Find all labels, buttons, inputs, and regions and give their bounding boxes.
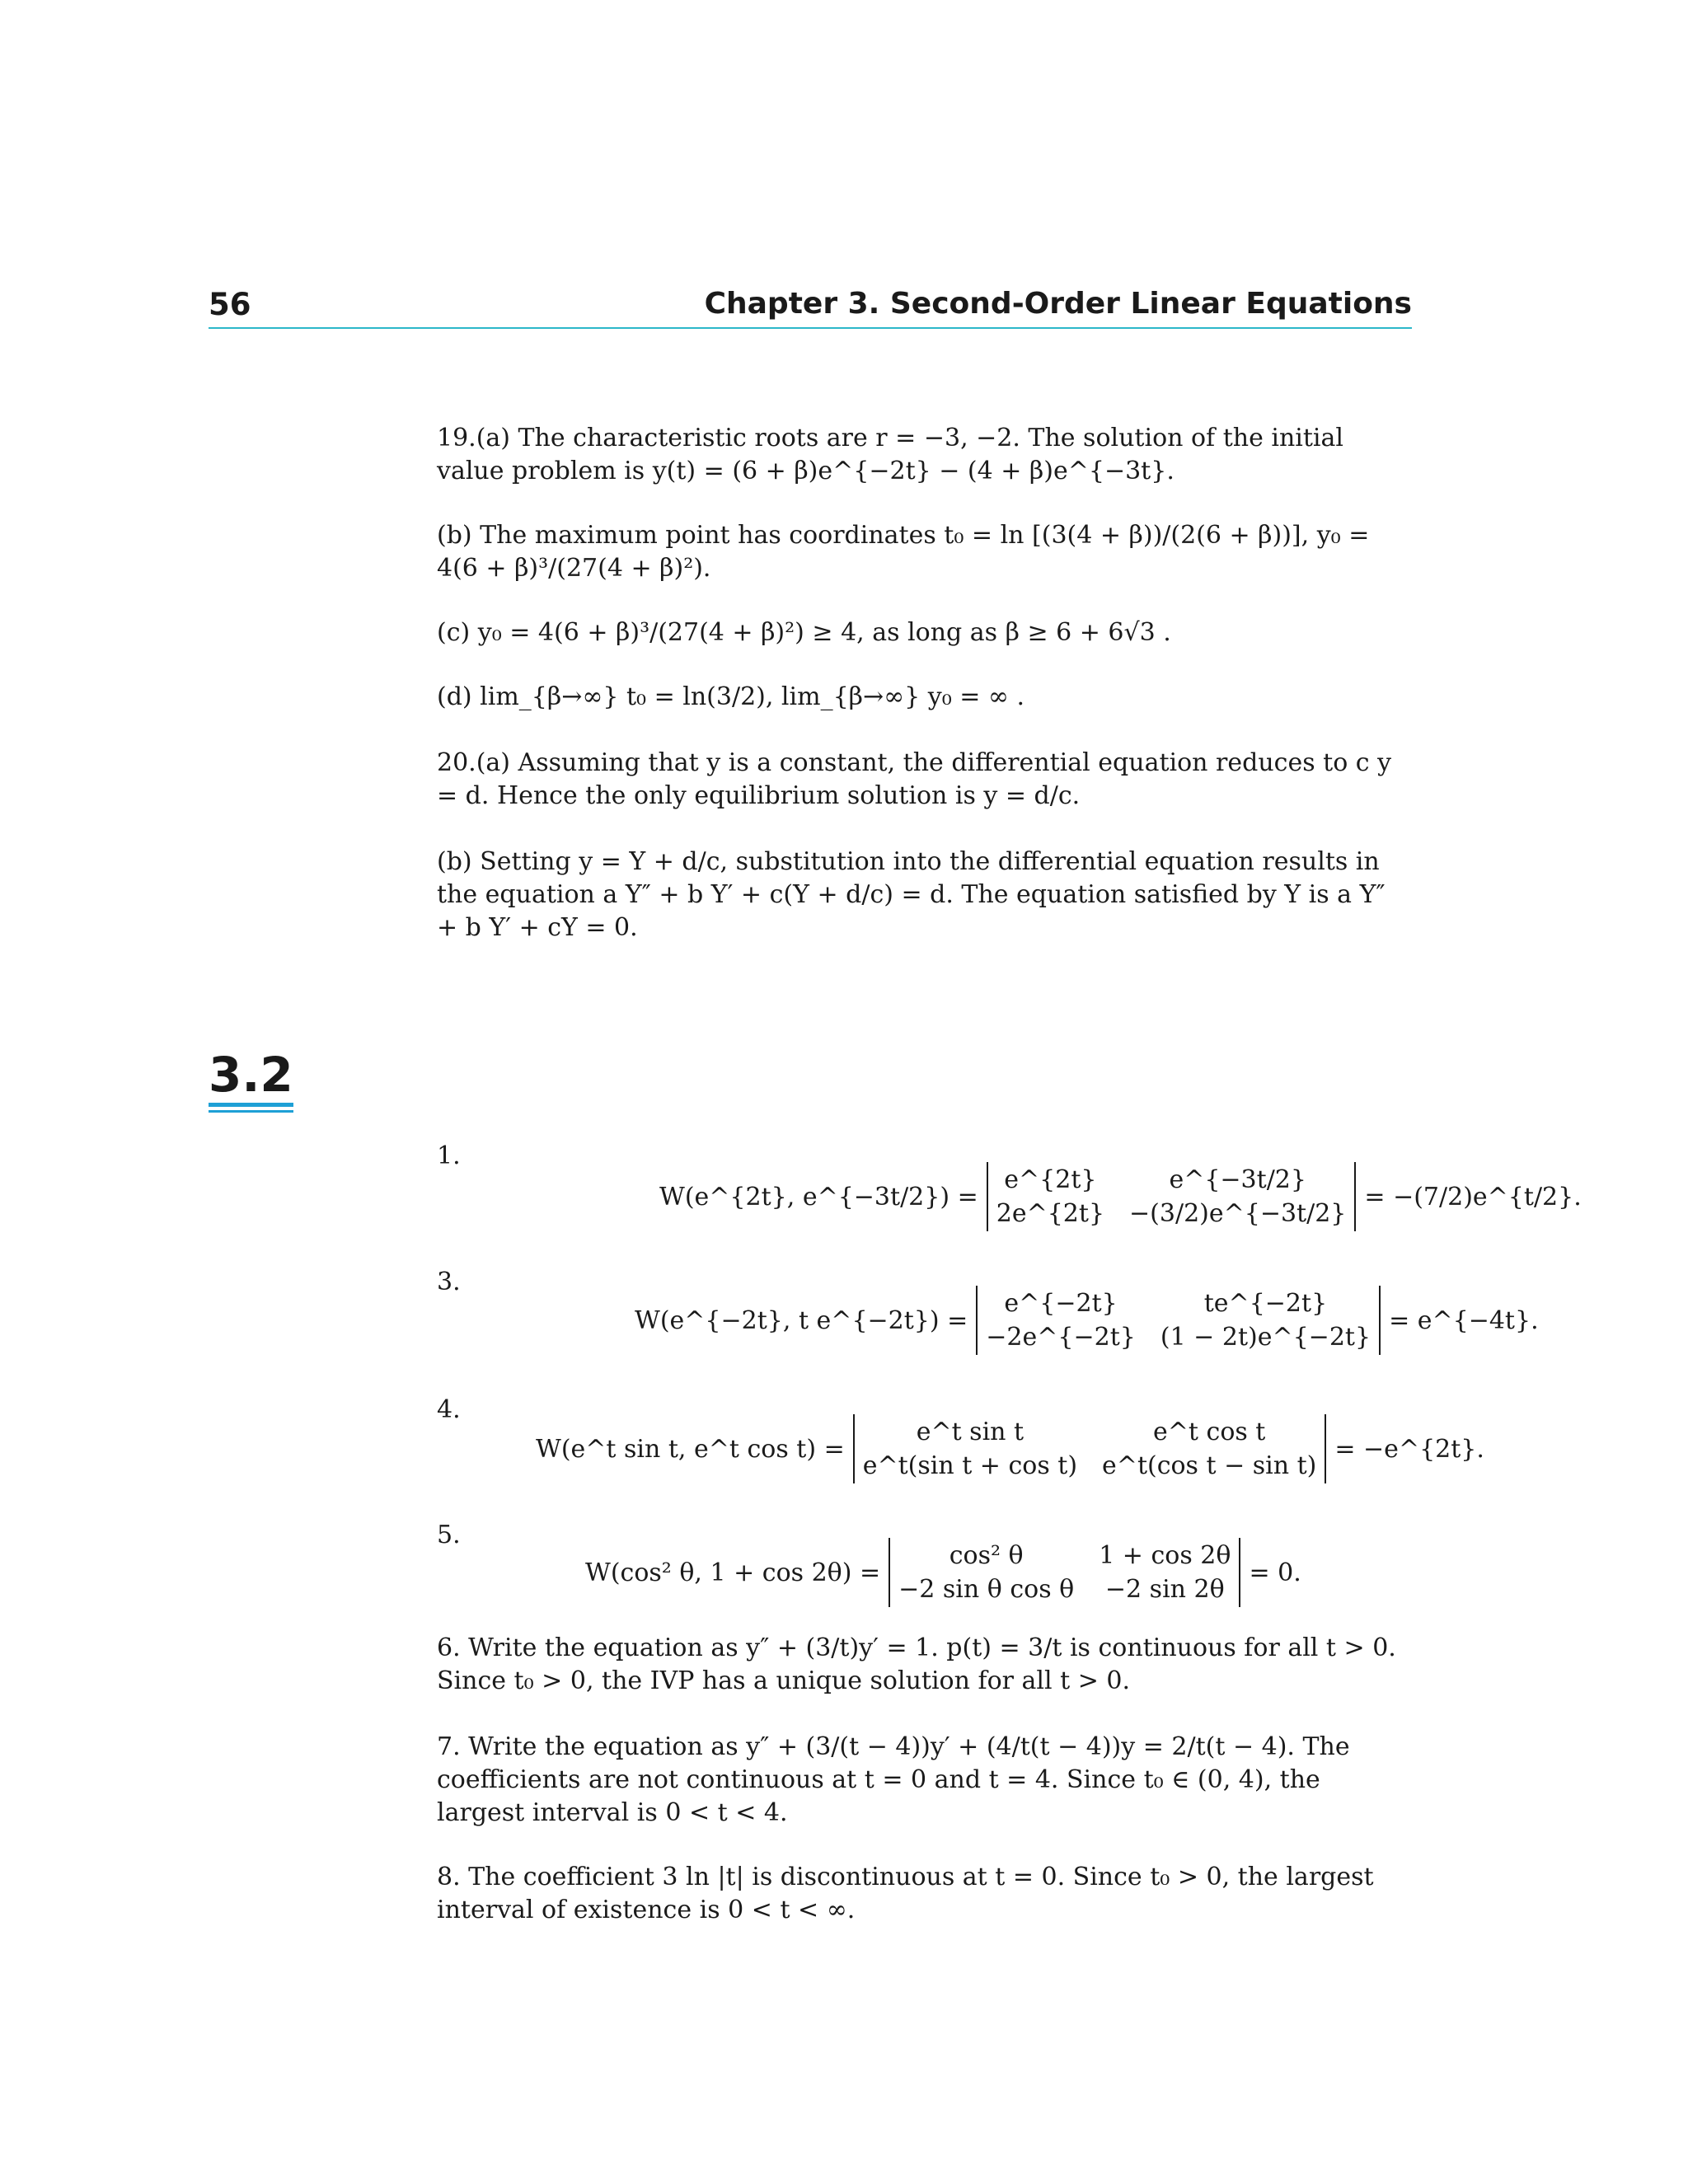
item-number-4: 4. bbox=[437, 1395, 461, 1424]
eq4-rhs: = −e^{2t}. bbox=[1334, 1434, 1484, 1464]
wronskian-4 bbox=[536, 1414, 1484, 1483]
wronskian-5 bbox=[585, 1538, 1301, 1607]
eq4-b: e^t cos t bbox=[1153, 1418, 1266, 1446]
eq5-rhs: = 0. bbox=[1249, 1558, 1301, 1587]
eq5-a: cos² θ bbox=[949, 1541, 1024, 1570]
eq5-determinant bbox=[889, 1538, 1240, 1607]
eq4-d: e^t(cos t − sin t) bbox=[1102, 1451, 1317, 1480]
wronskian-3 bbox=[635, 1286, 1539, 1355]
eq1-b: e^{−3t/2} bbox=[1169, 1165, 1306, 1194]
eq1-determinant bbox=[987, 1162, 1357, 1231]
eq3-b: te^{−2t} bbox=[1203, 1289, 1328, 1318]
problem-20b: (b) Setting y = Y + d/c, substitution into the differential equation results in the equation a Y″ + b Y′ + c(Y + d/c) = d. The equation satisfied by Y is a Y″ + b Y′ + cY = 0. bbox=[437, 847, 1386, 942]
item-number-1: 1. bbox=[437, 1141, 461, 1170]
item-number-5: 5. bbox=[437, 1521, 461, 1549]
problem-19b: (b) The maximum point has coordinates t₀ = ln [(3(4 + β))/(2(6 + β))], y₀ = 4(6 + β)³/(27(4 + β)²). bbox=[437, 521, 1370, 583]
eq4-a: e^t sin t bbox=[916, 1418, 1025, 1446]
eq3-a: e^{−2t} bbox=[1004, 1289, 1118, 1318]
eq3-c: −2e^{−2t} bbox=[986, 1323, 1136, 1352]
eq4-c: e^t(sin t + cos t) bbox=[862, 1451, 1078, 1480]
problem-20a: 20.(a) Assuming that y is a constant, the differential equation reduces to c y = d. Hence the only equilibrium solution is y = d/c. bbox=[437, 748, 1392, 810]
page-number: 56 bbox=[209, 287, 251, 322]
eq3-lhs: W(e^{−2t}, t e^{−2t}) = bbox=[635, 1305, 968, 1335]
eq4-determinant bbox=[853, 1414, 1327, 1483]
eq3-determinant bbox=[976, 1286, 1381, 1355]
wronskian-1 bbox=[659, 1162, 1582, 1231]
problem-19d: (d) lim_{β→∞} t₀ = ln(3/2), lim_{β→∞} y₀ = ∞ . bbox=[437, 682, 1025, 711]
problem-19a: 19.(a) The characteristic roots are r = −3, −2. The solution of the initial value problem is y(t) = (6 + β)e^{−2t} − (4 + β)e^{−3t}. bbox=[437, 424, 1344, 485]
section-number: 3.2 bbox=[209, 1047, 293, 1103]
problem-6: 6. Write the equation as y″ + (3/t)y′ = 1. p(t) = 3/t is continuous for all t > 0. Since t₀ > 0, the IVP has a unique solution for all t > 0. bbox=[437, 1633, 1396, 1695]
header-rule bbox=[209, 327, 1412, 329]
eq3-rhs: = e^{−4t}. bbox=[1389, 1305, 1539, 1335]
problem-8: 8. The coefficient 3 ln |t| is discontinuous at t = 0. Since t₀ > 0, the largest interval of existence is 0 < t < ∞. bbox=[437, 1863, 1374, 1924]
section-underline-2 bbox=[209, 1110, 293, 1113]
eq1-c: 2e^{2t} bbox=[996, 1199, 1105, 1228]
chapter-title: Chapter 3. Second-Order Linear Equations bbox=[704, 287, 1412, 321]
eq4-lhs: W(e^t sin t, e^t cos t) = bbox=[536, 1434, 845, 1464]
eq5-c: −2 sin θ cos θ bbox=[898, 1575, 1075, 1604]
section-underline bbox=[209, 1103, 293, 1107]
eq1-rhs: = −(7/2)e^{t/2}. bbox=[1364, 1182, 1582, 1212]
eq1-d: −(3/2)e^{−3t/2} bbox=[1129, 1199, 1347, 1228]
problem-19c: (c) y₀ = 4(6 + β)³/(27(4 + β)²) ≥ 4, as long as β ≥ 6 + 6√3 . bbox=[437, 618, 1171, 647]
eq5-b: 1 + cos 2θ bbox=[1099, 1541, 1231, 1570]
eq5-d: −2 sin 2θ bbox=[1104, 1575, 1225, 1604]
eq1-lhs: W(e^{2t}, e^{−3t/2}) = bbox=[659, 1182, 978, 1212]
item-number-3: 3. bbox=[437, 1268, 461, 1296]
eq3-d: (1 − 2t)e^{−2t} bbox=[1160, 1323, 1372, 1352]
problem-7: 7. Write the equation as y″ + (3/(t − 4))y′ + (4/t(t − 4))y = 2/t(t − 4). The coefficients are not continuous at t = 0 and t = 4. Since t₀ ∈ (0, 4), the largest interval is 0 < t < 4. bbox=[437, 1732, 1350, 1827]
eq1-a: e^{2t} bbox=[1004, 1165, 1097, 1194]
eq5-lhs: W(cos² θ, 1 + cos 2θ) = bbox=[585, 1558, 881, 1587]
